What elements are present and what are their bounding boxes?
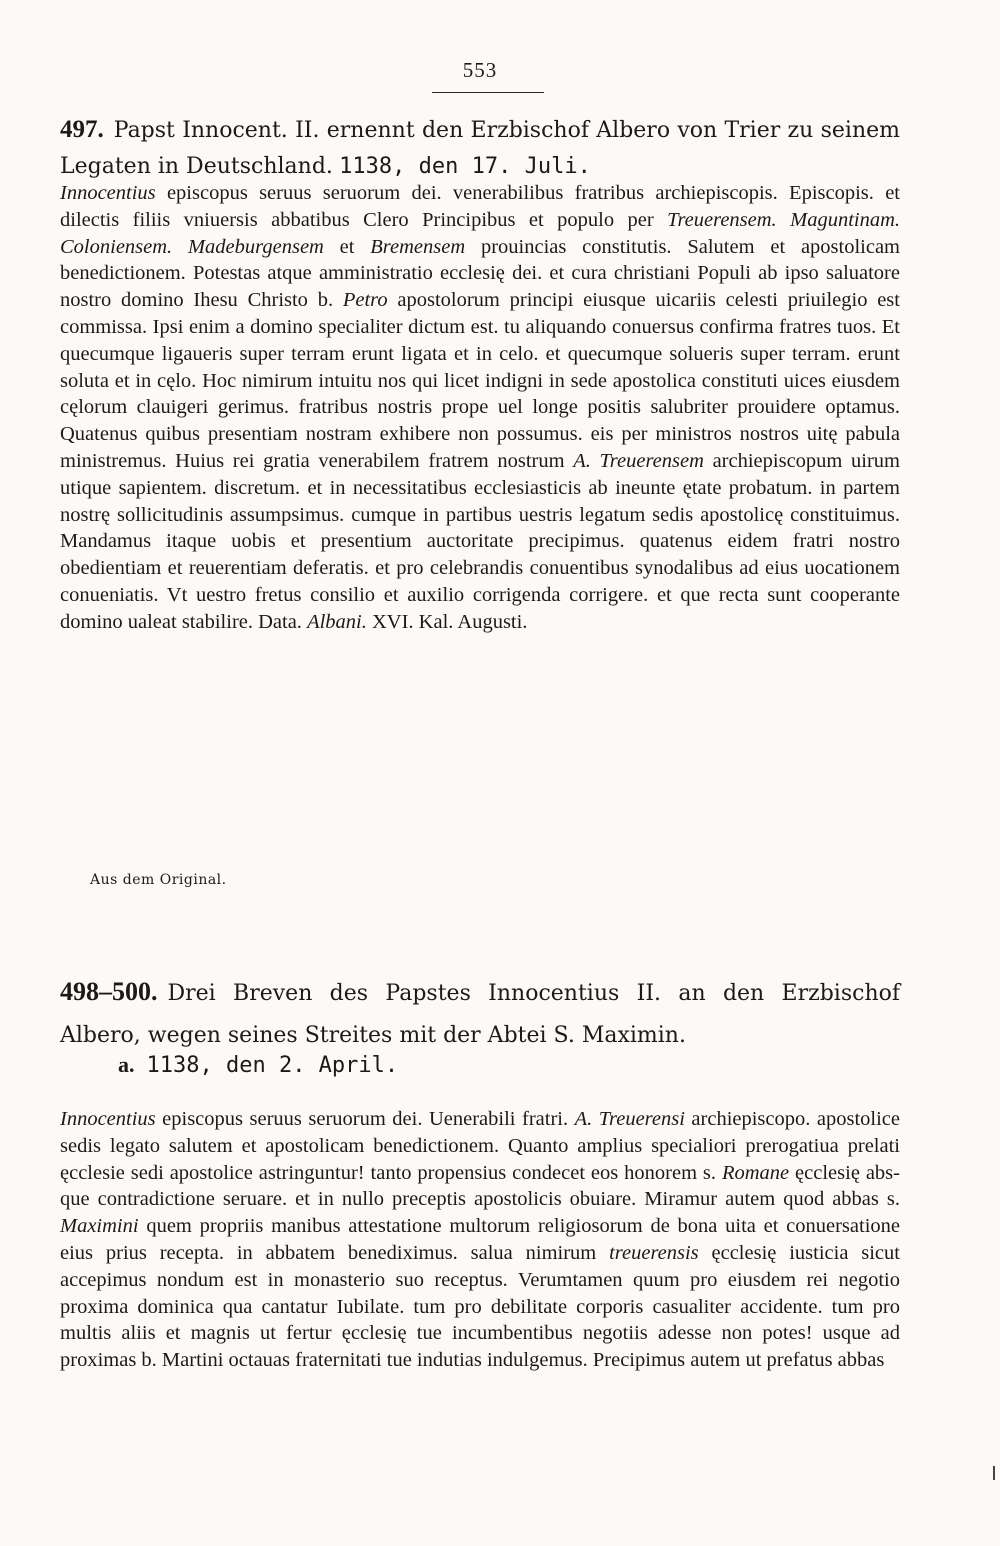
italic-text-run: Treuerensem. Maguntinam. Coloniensem. Madeburgensem [60,208,901,258]
margin-mark [993,1466,995,1480]
document-body-497 [60,180,900,636]
document-heading-497 [60,112,900,184]
italic-text-run: Romane [721,1161,790,1184]
page-number-rule [432,92,544,93]
text-run: episcopus seruus seruorum dei. Uenerabili fratri. [155,1108,575,1130]
text-run: et [323,235,371,258]
document-date: 1138, den 17. Juli. [339,154,591,179]
source-note: Aus dem Original. [90,872,227,888]
page-number: 553 [462,58,498,82]
document-page [60,0,900,1546]
document-title: Papst Innocent. II. ernennt den Erzbischof Albero von Trier zu seinem Legaten in Deutschland. [60,118,900,179]
italic-text-run: A. Treuerensem [573,449,704,472]
document-title: Drei Breven des Papstes Innocentius II. an den Erzbischof Albero, wegen seines Streites mit der Abtei S. Maximin. [60,981,900,1048]
italic-text-run: Innocentius [60,182,156,204]
document-heading-498 [60,972,900,1056]
italic-text-run: Petro [342,289,388,312]
text-run: episcopus seruus seruorum dei. venerabilibus fratribus archiepiscopis. Episcopis. et dilectis filiis vniuersis abbatibus Clero Principibus et populo per [60,182,900,231]
text-run: prouincias constitutis. Salutem et apostolicam benedictionem. Potestas atque amministratio ecclesię dei. et cura christiani Populi ab ipso saluatore nostro domino Ihesu Christo b. [60,235,901,312]
italic-text-run: Bremensem [370,235,466,258]
italic-text-run: Maximini [60,1215,139,1238]
italic-text-run: treuerensis [609,1241,699,1264]
italic-text-run: Innocentius [60,1108,156,1130]
text-run: ęcclesię iusticia sicut accepimus nondum est in monasterio suo receptus. Verumtamen quum pro eiusdem rei negotio proxima dominica qua cantatur Iubilate. tum pro debilitate corporis casualiter accidente. tum pro multis aliis et magnis ut fertur ęcclesię tue incumbentibus negotiis adesse non potes! usque ad proximas b. Martini octauas fraternitati tue indutias indulgemus. Precipimus autem ut prefatus abbas [60,1241,900,1372]
text-run: apostolorum principi eiusque uicariis celesti priuilegio est commissa. Ipsi enim a domino specialiter dictum est. tu aliquando conuersus confirma fratres tuos. Et quecumque ligaueris super terram erunt ligata et in celo. et quecumque solueris super terram. erunt soluta et in cęlo. Hoc nimirum intuitu nos qui licet indigni in sede apostolica constituti uices eiusdem cęlorum clauigeri gerimus. fratribus nostris prope uel longe positis salubriter prouidere optamus. Quatenus quibus presentiam nostram exhibere non possumus. eis per ministros nostros uitę pabula ministremus. Huius rei gratia venerabilem fratrem nostrum [60,289,900,472]
italic-text-run: Albani. [307,610,367,633]
sub-document-heading [118,1052,398,1078]
italic-text-run: A. Treuerensi [574,1108,685,1130]
sub-document-label: a. [118,1052,135,1077]
text-run: quem propriis manibus attestatione multorum religiosorum de bona uita et conuersatione eius prius recepta. in abbatem benediximus. salua nimirum [60,1215,900,1264]
document-body-498 [60,1106,900,1374]
text-run: archiepiscopo. apostolice sedis legato salutem et apostolicam benedictionem. Quanto amplius specialiori prerogatiua prelati ęcclesie sedi apostolice astringuntur! tanto propensius condecet eos honorem s. [60,1108,900,1184]
text-run: ęcclesię absque contradictione seruare. et in nullo preceptis apostolicis obuiare. Miramur autem quod abbas s. [60,1161,900,1211]
document-number: 498–500. [60,977,158,1006]
text-run: XVI. Kal. Augusti. [366,610,528,633]
document-number: 497. [60,116,104,143]
sub-document-date: 1138, den 2. April. [146,1053,399,1078]
text-run: archiepiscopum uirum utique sapientem. discretum. et in necessitatibus ecclesiasticis ab ineunte ętate probatum. in partem nostrę sollicitudinis assumpsimus. cumque in partibus uestris legatum sedis apostolicę constituimus. Mandamus itaque uobis et presentium auctoritate precipimus. quatenus eidem fratri nostro obedientiam et reuerentiam deferatis. et pro celebrandis conuentibus synodalibus ad eius uocationem conueniatis. Vt uestro fretus consilio et auxilio corrigenda corrigere. et que recta sunt cooperante domino ualeat stabilire. Data. [60,449,901,633]
